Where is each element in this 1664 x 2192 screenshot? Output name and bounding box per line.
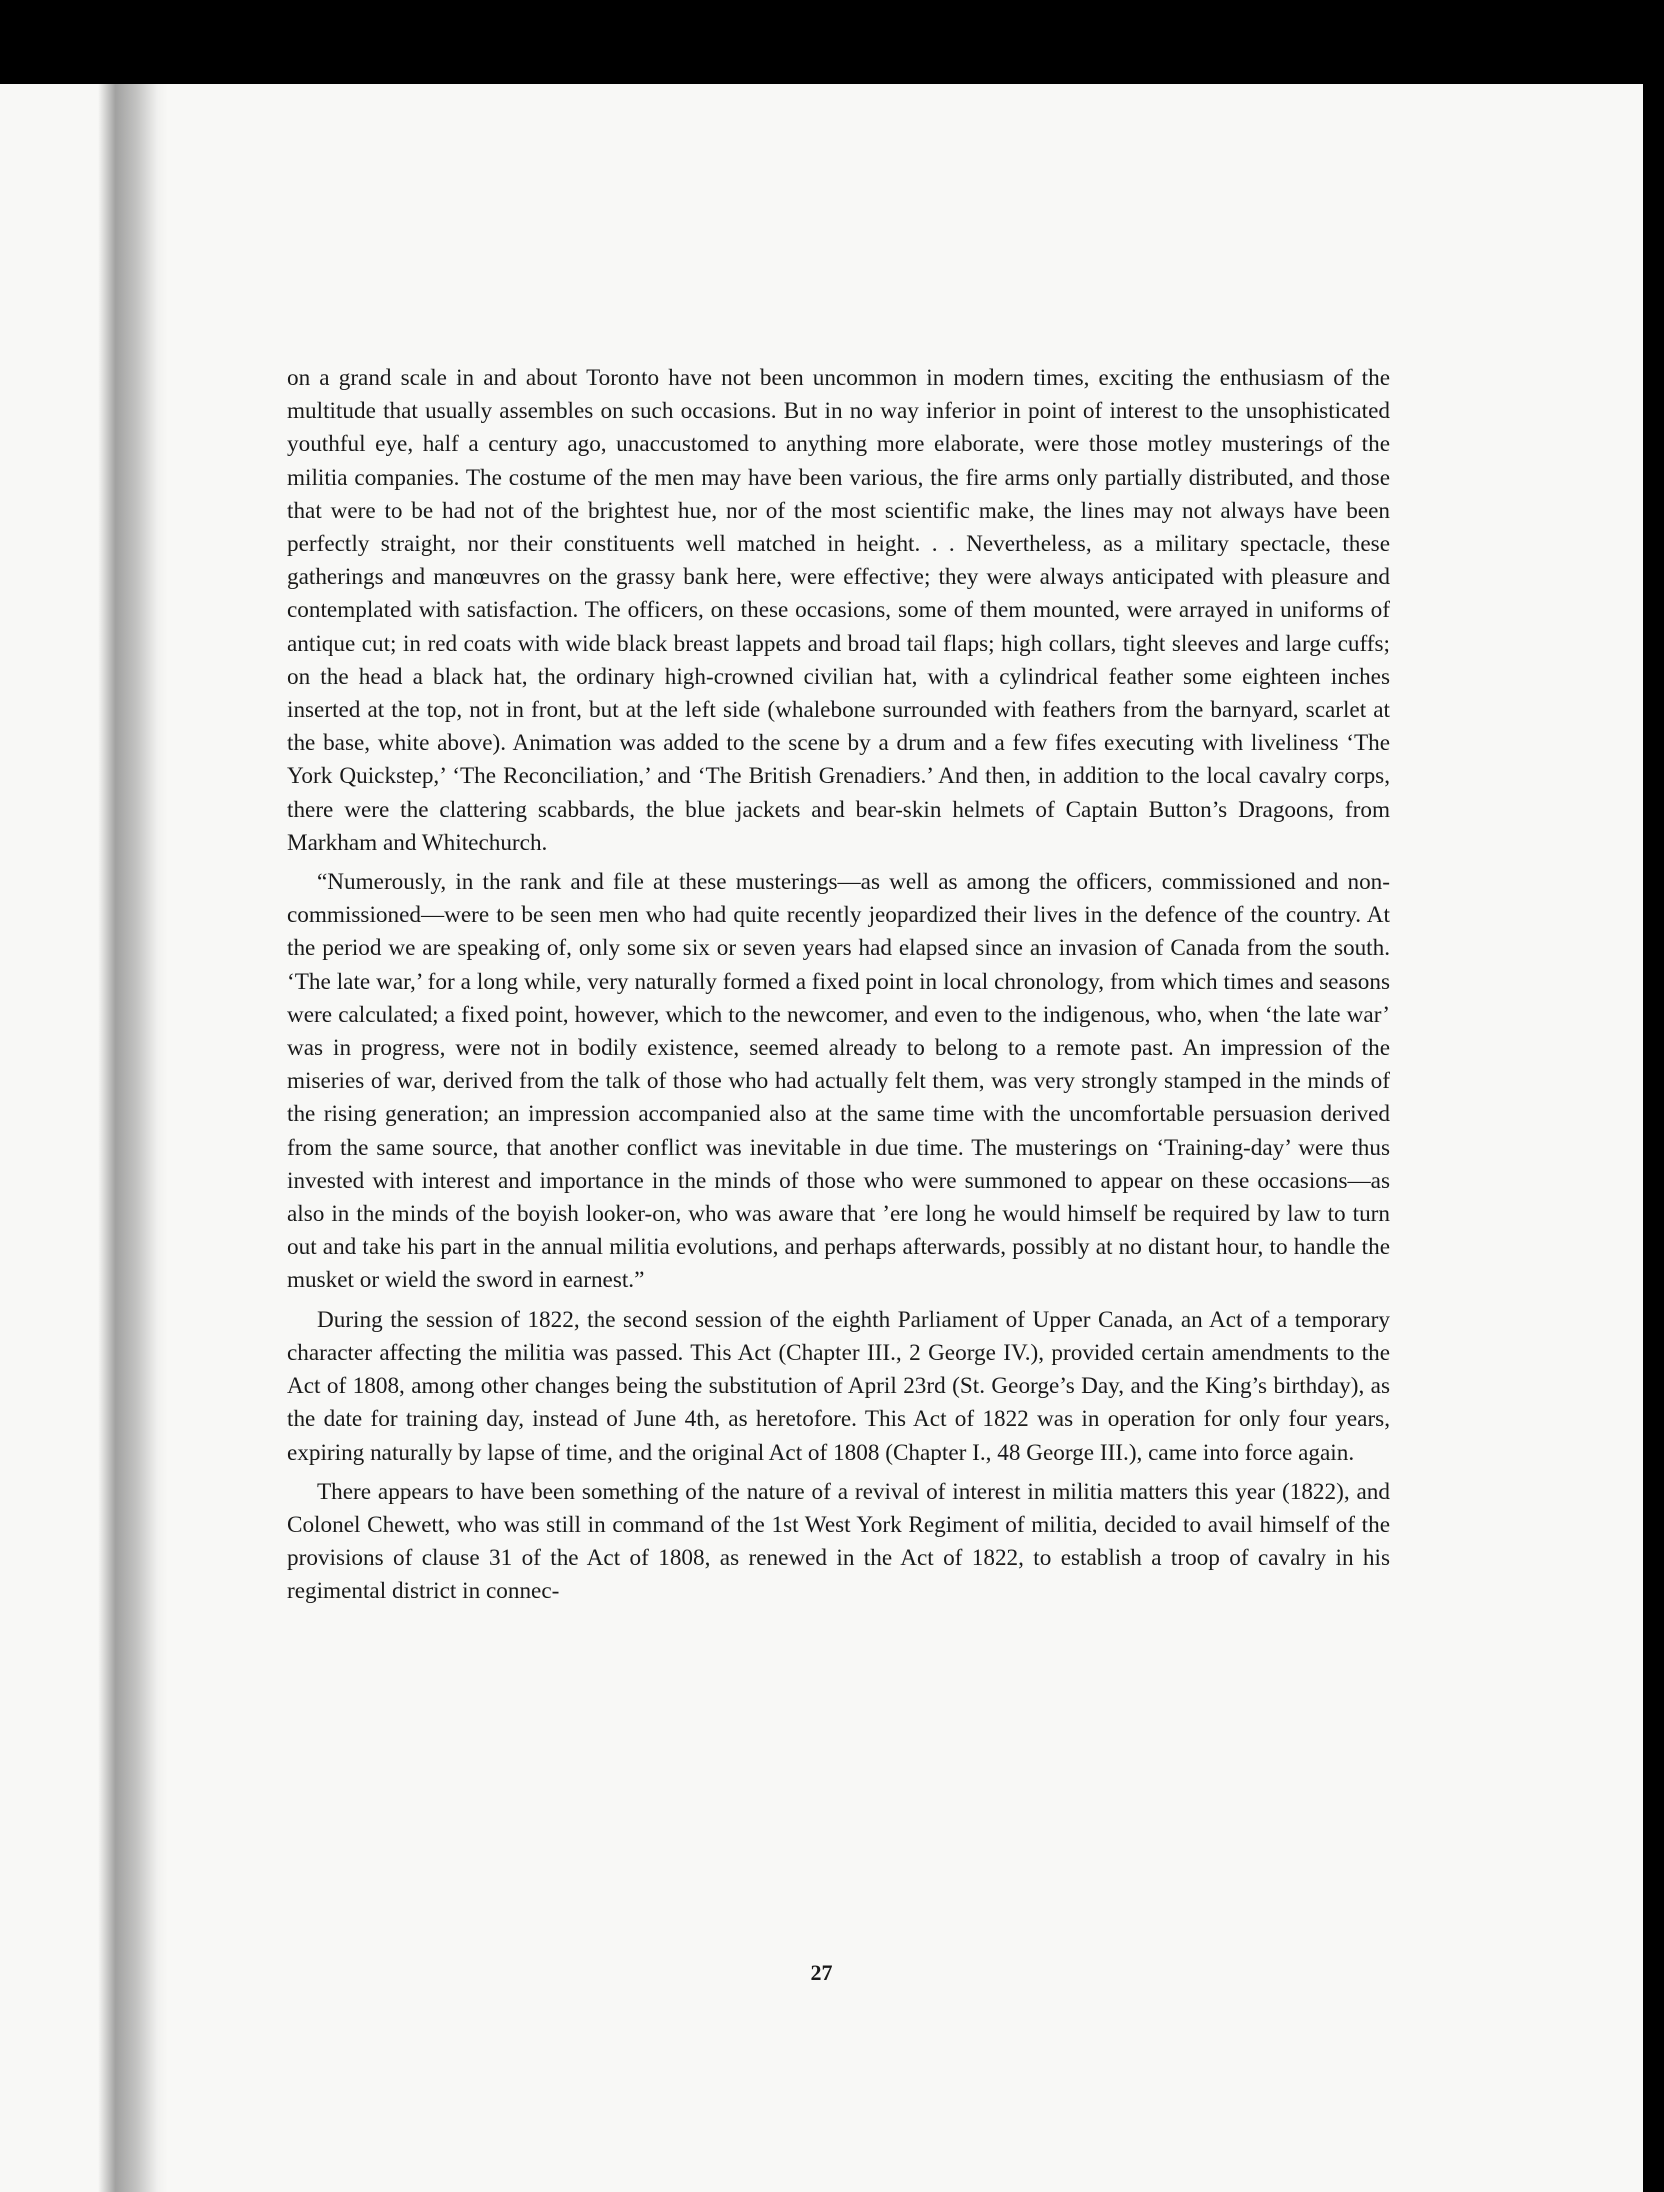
paragraph-2: “Numerously, in the rank and file at these musterings—as well as among the officers, commissioned and non-commissioned—were to be seen men who had quite recently jeopardized their lives in the defence of the country. At the period we are speaking of, only some six or seven years had elapsed since an invasion of Canada from the south. ‘The late war,’ for a long while, very naturally formed a fixed point in local chronology, from which times and seasons were calculated; a fixed point, however, which to the newcomer, and even to the indigenous, who, when ‘the late war’ was in progress, were not in bodily existence, seemed already to belong to a remote past. An impression of the miseries of war, derived from the talk of those who had actually felt them, was very strongly stamped in the minds of the rising generation; an impression accompanied also at the same time with the uncomfortable persuasion derived from the same source, that another conflict was inevitable in due time. The musterings on ‘Training-day’ were thus invested with interest and importance in the minds of those who were summoned to appear on these occasions—as also in the minds of the boyish looker-on, who was aware that ’ere long he would himself be required by law to turn out and take his part in the annual militia evolutions, and perhaps afterwards, possibly at no distant hour, to handle the musket or wield the sword in earnest.” — [287, 869, 1390, 1294]
paragraph-3: During the session of 1822, the second session of the eighth Parliament of Upper Canada, an Act of a temporary character affecting the militia was passed. This Act (Chapter III., 2 George IV.), provided certain amendments to the Act of 1808, among other changes being the substitution of April 23rd (St. George’s Day, and the King’s birthday), as the date for training day, instead of June 4th, as heretofore. This Act of 1822 was in operation for only four years, expiring naturally by lapse of time, and the original Act of 1808 (Chapter I., 48 George III.), came into force again. — [287, 1306, 1390, 1466]
spine-shadow — [98, 84, 168, 2192]
scan-top-border — [0, 0, 1664, 84]
page-number: 27 — [810, 1960, 833, 1985]
paragraph-4: There appears to have been something of the nature of a revival of interest in militia matters this year (1822), and Colonel Chewett, who was still in command of the 1st West York Regiment of militia, decided to avail himself of the provisions of clause 31 of the Act of 1808, as renewed in the Act of 1822, to establish a troop of cavalry in his regimental district in connec- — [287, 1478, 1390, 1605]
scan-right-border — [1643, 0, 1664, 2192]
body-text — [287, 362, 1390, 1609]
paragraph-1: on a grand scale in and about Toronto have not been uncommon in modern times, exciting the enthusiasm of the multitude that usually assembles on such occasions. But in no way inferior in point of interest to the unsophisticated youthful eye, half a century ago, unaccustomed to anything more elaborate, were those motley musterings of the militia companies. The costume of the men may have been various, the fire arms only partially distributed, and those that were to be had not of the brightest hue, nor of the most scientific make, the lines may not always have been perfectly straight, nor their constituents well matched in height. . . Nevertheless, as a military spectacle, these gatherings and manœuvres on the grassy bank here, were effective; they were always anticipated with pleasure and contemplated with satisfaction. The officers, on these occasions, some of them mounted, were arrayed in uniforms of antique cut; in red coats with wide black breast lappets and broad tail flaps; high collars, tight sleeves and large cuffs; on the head a black hat, the ordinary high-crowned civilian hat, with a cylindrical feather some eighteen inches inserted at the top, not in front, but at the left side (whalebone surrounded with feathers from the barnyard, scarlet at the base, white above). Animation was added to the scene by a drum and a few fifes executing with liveliness ‘The York Quickstep,’ ‘The Reconciliation,’ and ‘The British Grenadiers.’ And then, in addition to the local cavalry corps, there were the clattering scabbards, the blue jackets and bear-skin helmets of Captain Button’s Dragoons, from Markham and Whitechurch. — [287, 365, 1390, 856]
